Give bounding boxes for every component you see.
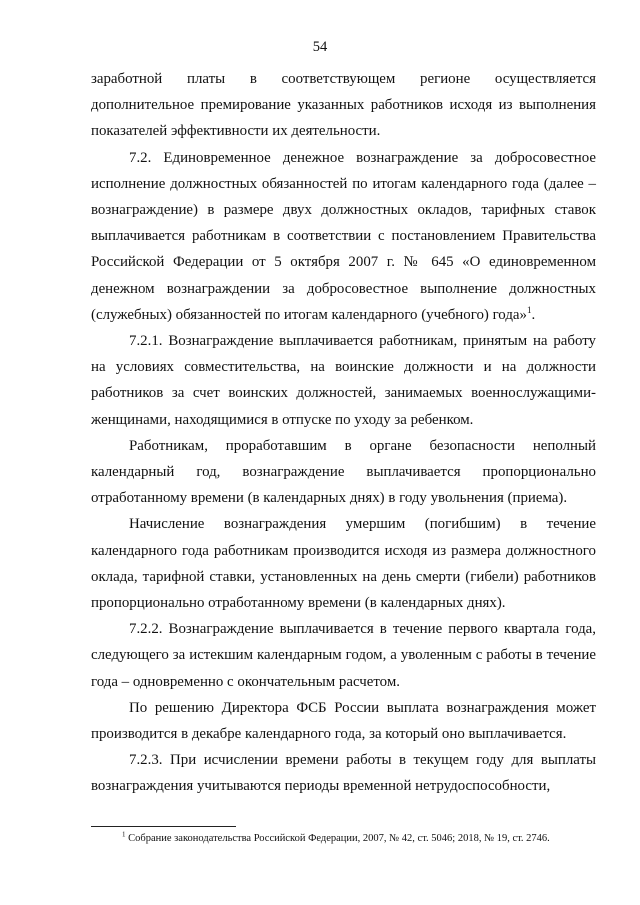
page-number: 54 (312, 39, 328, 55)
paragraph-partial-year: Работникам, проработавшим в органе безопасности неполный календарный год, вознаграждение выплачивается пропорционально отработанному времени (в календарных днях) в году увольнения (приема). (91, 437, 596, 507)
footnote-text: Собрание законодательства Российской Федерации, 2007, № 42, ст. 5046; 2018, № 19, ст. 2746. (125, 833, 550, 844)
paragraph-continuation: заработной платы в соответствующем регионе осуществляется дополнительное премирование указанных работников исходя из выполнения показателей эффективности их деятельности. (91, 71, 596, 140)
paragraph-7-2-end: . (531, 306, 536, 323)
paragraph-deceased: Начисление вознаграждения умершим (погибшим) в течение календарного года работникам производится исходя из размера должностного оклада, тарифной ставки, установленных на день смерти (гибели) работников пропорционально отработанному времени (в календарных днях). (91, 516, 596, 612)
paragraph-7-2-1: 7.2.1. Вознаграждение выплачивается работникам, принятым на работу на условиях совместительства, на воинские должности и на должности работников за счет воинских должностей, занимаемых военнослужащими-женщинами, находящимися в отпуске по уходу за ребенком. (91, 333, 596, 428)
footnote-separator (91, 826, 236, 827)
paragraph-7-2-text: 7.2. Единовременное денежное вознаграждение за добросовестное исполнение должностных обязанностей по итогам календарного года (далее – вознаграждение) в размере двух должностных окладов, тарифных ставок выплачивается работникам в соответствии с постановлением Правительства Российской Федерации от 5 октября 2007 г. № 645 «О единовременном денежном вознаграждении за добросовестное выполнение должностных (служебных) обязанностей по итогам календарного (учебного) года» (91, 149, 596, 323)
paragraph-7-2 (91, 145, 596, 328)
footnote (122, 832, 592, 846)
footnote-reference[interactable]: 1 (526, 304, 532, 315)
paragraph-7-2-2: 7.2.2. Вознаграждение выплачивается в течение первого квартала года, следующего за истекшим календарным годом, а уволенным с работы в течение года – одновременно с окончательным расчетом. (91, 621, 596, 690)
paragraph-7-2-3: 7.2.3. При исчислении времени работы в текущем году для выплаты вознаграждения учитываются периоды временной нетрудоспособности, (91, 752, 596, 795)
footnote-marker: 1 (122, 830, 126, 839)
document-body (91, 66, 596, 800)
paragraph-director-decision: По решению Директора ФСБ России выплата вознаграждения может производится в декабре календарного года, за который оно выплачивается. (91, 699, 596, 743)
